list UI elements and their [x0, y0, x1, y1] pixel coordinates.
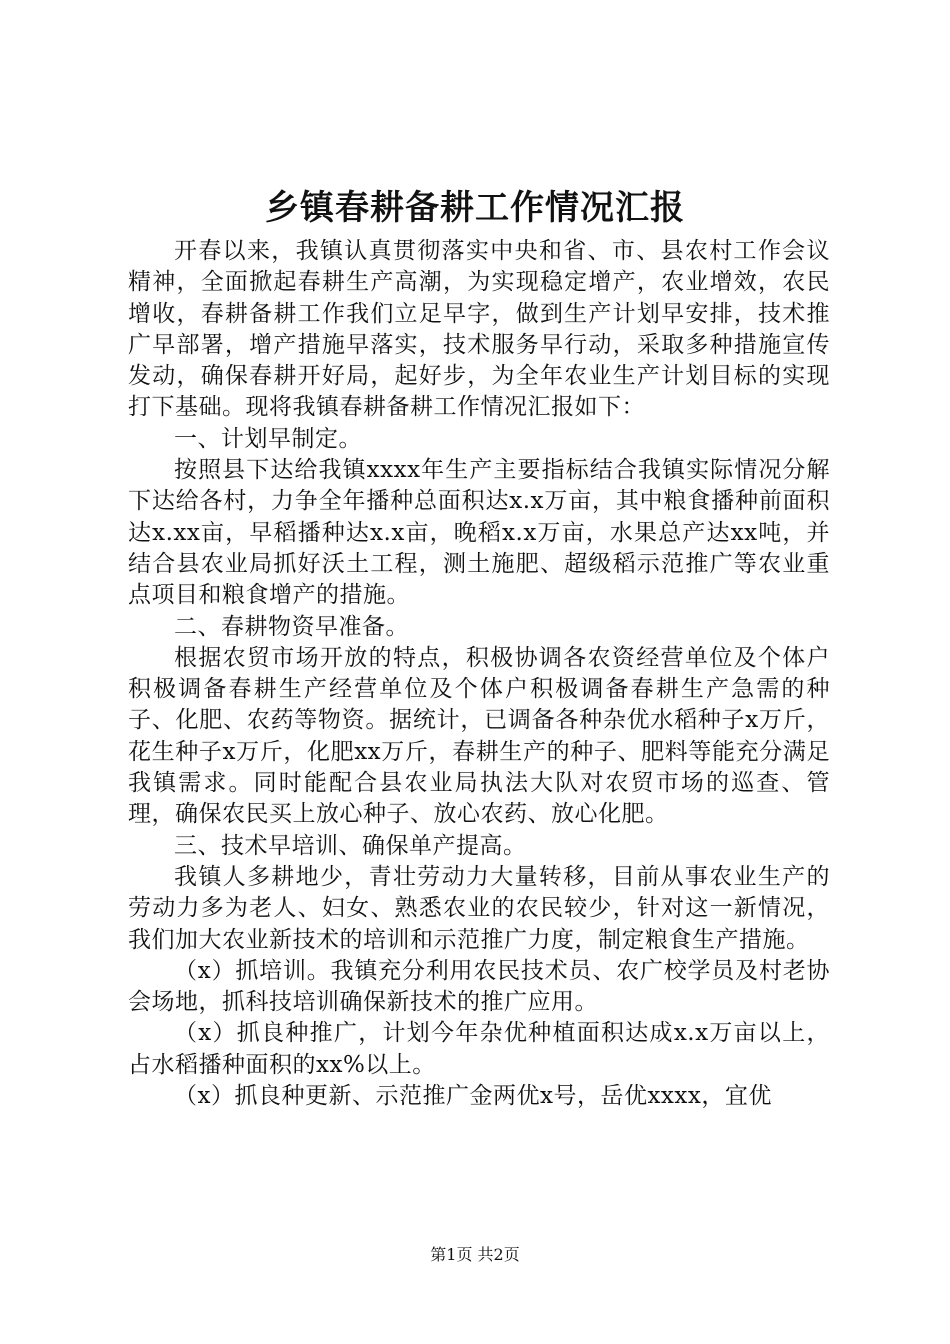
paragraph-training: 我镇人多耕地少，青壮劳动力大量转移，目前从事农业生产的劳动力多为老人、妇女、熟悉农业的农民较少，针对这一新情况，我们加大农业新技术的培训和示范推广力度，制定粮食生产措施。 — [128, 863, 830, 953]
document-title: 乡镇春耕备耕工作情况汇报 — [265, 188, 685, 228]
list-item-training: （x）抓培训。我镇充分利用农民技术员、农广校学员及村老协会场地，抓科技培训确保新技术的推广应用。 — [128, 957, 830, 1016]
paragraph-intro: 开春以来，我镇认真贯彻落实中央和省、市、县农村工作会议精神，全面掀起春耕生产高潮，为实现稳定增产，农业增效，农民增收，春耕备耕工作我们立足早字，做到生产计划早安排，技术推广早部署，增产措施早落实，技术服务早行动，采取多种措施宣传发动，确保春耕开好局，起好步，为全年农业生产计划目标的实现打下基础。现将我镇春耕备耕工作情况汇报如下： — [128, 238, 830, 421]
paragraph-materials: 根据农贸市场开放的特点，积极协调各农资经营单位及个体户积极调备春耕生产经营单位及个体户积极调备春耕生产急需的种子、化肥、农药等物资。据统计，已调备各种杂优水稻种子x万斤，花生种子x万斤，化肥xx万斤，春耕生产的种子、肥料等能充分满足我镇需求。同时能配合县农业局执法大队对农贸市场的巡查、管理，确保农民买上放心种子、放心农药、放心化肥。 — [128, 644, 830, 828]
document-body — [128, 236, 830, 1112]
page-footer: 第1页 共2页 — [430, 1245, 520, 1264]
heading-plan: 一、计划早制定。 — [174, 425, 362, 452]
heading-training: 三、技术早培训、确保单产提高。 — [174, 832, 527, 859]
list-item-seed-renewal: （x）抓良种更新、示范推广金两优x号，岳优xxxx，宜优 — [174, 1083, 772, 1110]
list-item-seed-promotion: （x）抓良种推广，计划今年杂优种植面积达成x.x万亩以上，占水稻播种面积的xx%以上。 — [128, 1020, 830, 1078]
paragraph-plan: 按照县下达给我镇xxxx年生产主要指标结合我镇实际情况分解下达给各村，力争全年播种总面积达x.x万亩，其中粮食播种前面积达x.xx亩，早稻播种达x.x亩，晚稻x.x万亩，水果总产达xx吨，并结合县农业局抓好沃土工程，测土施肥、超级稻示范推广等农业重点项目和粮食增产的措施。 — [128, 457, 830, 609]
heading-materials: 二、春耕物资早准备。 — [174, 613, 409, 640]
